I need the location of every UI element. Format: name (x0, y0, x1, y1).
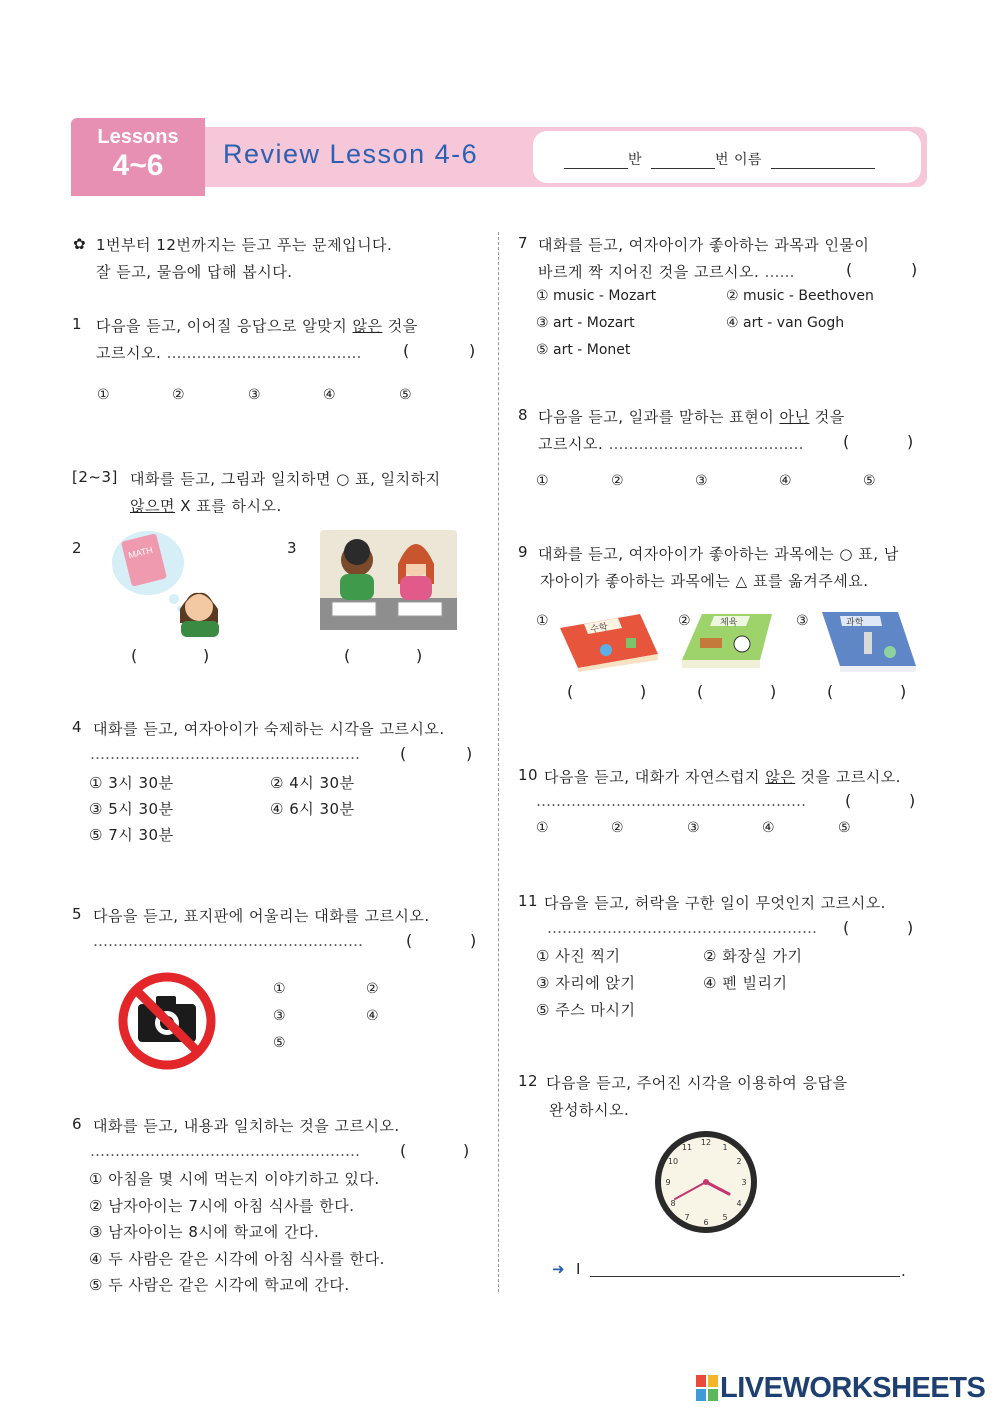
q1-line-1: 다음을 듣고, 이어질 응답으로 알맞지 않은 것을 (96, 317, 418, 335)
q1-option-5[interactable]: ⑤ (399, 387, 412, 403)
q11-number: 11 (518, 892, 539, 910)
q3-students-studying-illustration (320, 530, 457, 630)
q5-number: 5 (72, 905, 83, 923)
q7-option-3[interactable]: ③ art - Mozart (536, 315, 635, 331)
intro-line-1: 1번부터 12번까지는 듣고 푸는 문제입니다. (96, 236, 393, 254)
q5-text: 다음을 듣고, 표지판에 어울리는 대화를 고르시오. (93, 907, 430, 925)
q8-option-2[interactable]: ② (611, 473, 624, 489)
q5-option-4[interactable]: ④ (366, 1008, 379, 1024)
q8-number: 8 (518, 406, 529, 424)
q2-3-line-1: 대화를 듣고, 그림과 일치하면 ○ 표, 일치하지 (130, 470, 441, 488)
q1-answer-close: ) (469, 341, 476, 360)
q4-option-2[interactable]: ② 4시 30분 (270, 774, 355, 792)
q10-option-3[interactable]: ③ (687, 820, 700, 836)
q8-line-1: 다음을 듣고, 일과를 말하는 표현이 아닌 것을 (538, 408, 845, 426)
q1-option-2[interactable]: ② (172, 387, 185, 403)
q6-option-4[interactable]: ④ 두 사람은 같은 시각에 아침 식사를 한다. (89, 1250, 385, 1268)
no-camera-sign-icon (116, 970, 218, 1072)
class-blank[interactable] (564, 154, 628, 169)
q5-option-3[interactable]: ③ (273, 1008, 286, 1024)
q9-marker-3: ③ (796, 613, 809, 629)
q9-line-2: 자아이가 좋아하는 과목에는 △ 표를 옮겨주세요. (540, 572, 869, 590)
q9-number: 9 (518, 543, 529, 561)
lessons-label: Lessons (97, 126, 179, 148)
svg-text:5: 5 (722, 1213, 728, 1222)
q10-option-1[interactable]: ① (536, 820, 549, 836)
q8-option-1[interactable]: ① (536, 473, 549, 489)
q7-option-2[interactable]: ② music - Beethoven (726, 288, 874, 304)
q8-line-2: 고르시오. ………………………………… (538, 435, 804, 453)
science-book-icon (820, 608, 918, 676)
liveworksheets-logo (696, 1372, 985, 1405)
name-label: 이름 (733, 152, 763, 168)
q1-option-3[interactable]: ③ (248, 387, 261, 403)
q12-answer-period: . (901, 1262, 907, 1280)
q6-text: 대화를 듣고, 내용과 일치하는 것을 고르시오. (93, 1117, 400, 1135)
q10-text: 다음을 듣고, 대화가 자연스럽지 않은 것을 고르시오. (544, 768, 901, 786)
q7-option-1[interactable]: ① music - Mozart (536, 288, 657, 304)
q5-dots: ……………………………………………… (93, 932, 363, 950)
answer-arrow-icon: ➜ (552, 1260, 565, 1278)
book-label-pe: 체육 (720, 618, 738, 628)
q6-option-3[interactable]: ③ 남자아이는 8시에 학교에 간다. (89, 1223, 320, 1241)
q7-answer-close: ) (911, 260, 918, 279)
intro-line-2: 잘 듣고, 물음에 답해 봅시다. (96, 263, 293, 281)
book-label-science: 과학 (846, 618, 864, 628)
q6-answer-open: ( (400, 1141, 407, 1160)
q4-answer-open: ( (400, 744, 407, 763)
q4-option-3[interactable]: ③ 5시 30분 (89, 800, 174, 818)
q9-marker-2: ② (678, 613, 691, 629)
q5-answer-close: ) (470, 931, 477, 950)
q6-option-5[interactable]: ⑤ 두 사람은 같은 시각에 학교에 간다. (89, 1276, 350, 1294)
q9-answer-1-close: ) (640, 682, 647, 701)
q4-option-1[interactable]: ① 3시 30분 (89, 774, 174, 792)
q6-option-1[interactable]: ① 아침을 몇 시에 먹는지 이야기하고 있다. (89, 1170, 380, 1188)
number-label: 번 (714, 152, 730, 168)
q3-answer-open: ( (344, 646, 351, 665)
q8-answer-open: ( (843, 432, 850, 451)
q2-answer-open: ( (131, 646, 138, 665)
q11-answer-open: ( (843, 918, 850, 937)
q4-number: 4 (72, 718, 83, 736)
q11-option-3[interactable]: ③ 자리에 앉기 (536, 974, 636, 992)
clock-icon (651, 1127, 761, 1237)
q10-option-2[interactable]: ② (611, 820, 624, 836)
q7-number: 7 (518, 234, 529, 252)
q1-option-4[interactable]: ④ (323, 387, 336, 403)
q7-line-2: 바르게 짝 지어진 것을 고르시오. …… (538, 263, 795, 281)
q9-marker-1: ① (536, 613, 549, 629)
svg-text:7: 7 (684, 1213, 690, 1222)
svg-text:11: 11 (681, 1143, 693, 1152)
q12-answer-prefix: I (576, 1260, 581, 1278)
q9-answer-3-close: ) (900, 682, 907, 701)
q4-option-4[interactable]: ④ 6시 30분 (270, 800, 355, 818)
q3-answer-close: ) (416, 646, 423, 665)
q11-option-2[interactable]: ② 화장실 가기 (703, 947, 803, 965)
q8-option-4[interactable]: ④ (779, 473, 792, 489)
svg-text:6: 6 (703, 1218, 709, 1227)
svg-text:3: 3 (741, 1178, 747, 1187)
q12-line-2: 완성하시오. (549, 1101, 630, 1119)
svg-text:2: 2 (736, 1157, 742, 1166)
page-title: Review Lesson 4-6 (223, 139, 479, 169)
liveworksheets-logo-text: LIVEWORKSHEETS (720, 1372, 986, 1404)
q3-number: 3 (287, 539, 298, 557)
q9-answer-3-open: ( (827, 682, 834, 701)
q8-option-5[interactable]: ⑤ (863, 473, 876, 489)
q8-option-3[interactable]: ③ (695, 473, 708, 489)
q12-number: 12 (518, 1072, 539, 1090)
class-label: 반 (628, 152, 643, 168)
math-book-label: MATH (127, 544, 154, 561)
column-divider (498, 232, 499, 1292)
q10-answer-close: ) (909, 791, 916, 810)
q1-number: 1 (72, 315, 83, 333)
q10-number: 10 (518, 766, 539, 784)
q11-answer-close: ) (907, 918, 914, 937)
q5-option-1[interactable]: ① (273, 981, 286, 997)
q2-3-range: [2~3] (72, 468, 118, 486)
q6-dots: ……………………………………………… (90, 1142, 360, 1160)
q5-option-2[interactable]: ② (366, 981, 379, 997)
q10-option-4[interactable]: ④ (762, 820, 775, 836)
q6-option-2[interactable]: ② 남자아이는 7시에 아침 식사를 한다. (89, 1197, 355, 1215)
svg-text:1: 1 (722, 1143, 728, 1152)
q2-3-line-2: 않으면 X 표를 하시오. (130, 497, 282, 515)
q4-option-5[interactable]: ⑤ 7시 30분 (89, 826, 174, 844)
q11-dots: ……………………………………………… (547, 919, 817, 937)
q11-text: 다음을 듣고, 허락을 구한 일이 무엇인지 고르시오. (544, 894, 886, 912)
q10-dots: ……………………………………………… (536, 792, 806, 810)
q9-line-1: 대화를 듣고, 여자아이가 좋아하는 과목에는 ○ 표, 남 (538, 545, 899, 563)
q9-answer-2-open: ( (697, 682, 704, 701)
q4-text: 대화를 듣고, 여자아이가 숙제하는 시각을 고르시오. (93, 720, 445, 738)
q2-answer-close: ) (203, 646, 210, 665)
svg-text:10: 10 (667, 1157, 679, 1166)
svg-text:12: 12 (700, 1138, 712, 1147)
q1-answer-open: ( (403, 341, 410, 360)
q6-number: 6 (72, 1115, 83, 1133)
q1-line-2: 고르시오. ………………………………… (96, 344, 362, 362)
book-label-math: 수학 (589, 622, 609, 636)
q7-option-5[interactable]: ⑤ art - Monet (536, 342, 631, 358)
q2-number: 2 (72, 539, 83, 557)
intro-star: ✿ (73, 235, 87, 253)
math-book-icon (556, 610, 662, 672)
q12-answer-line[interactable] (590, 1276, 900, 1277)
q6-answer-close: ) (463, 1141, 470, 1160)
student-info-line (564, 149, 875, 169)
q11-option-5[interactable]: ⑤ 주스 마시기 (536, 1001, 636, 1019)
number-blank[interactable] (651, 154, 715, 169)
q7-answer-open: ( (846, 260, 853, 279)
name-blank[interactable] (771, 154, 875, 169)
q5-answer-open: ( (406, 931, 413, 950)
q10-answer-open: ( (845, 791, 852, 810)
pe-book-icon (680, 610, 780, 672)
q2-girl-thinking-illustration (108, 527, 228, 637)
q9-answer-2-close: ) (770, 682, 777, 701)
q1-option-1[interactable]: ① (97, 387, 110, 403)
q7-line-1: 대화를 듣고, 여자아이가 좋아하는 과목과 인물이 (538, 236, 870, 254)
liveworksheets-logo-icon (696, 1375, 718, 1401)
svg-text:9: 9 (665, 1178, 671, 1187)
q4-dots: ……………………………………………… (90, 745, 360, 763)
q8-answer-close: ) (907, 432, 914, 451)
q10-option-5[interactable]: ⑤ (838, 820, 851, 836)
svg-text:4: 4 (736, 1199, 742, 1208)
lessons-range: 4~6 (112, 149, 164, 182)
q11-option-1[interactable]: ① 사진 찍기 (536, 947, 621, 965)
q12-line-1: 다음을 듣고, 주어진 시각을 이용하여 응답을 (546, 1074, 848, 1092)
lessons-badge (71, 118, 205, 196)
q5-option-5[interactable]: ⑤ (273, 1035, 286, 1051)
svg-text:8: 8 (670, 1199, 676, 1208)
q9-answer-1-open: ( (567, 682, 574, 701)
q7-option-4[interactable]: ④ art - van Gogh (726, 315, 845, 331)
q4-answer-close: ) (466, 744, 473, 763)
q11-option-4[interactable]: ④ 펜 빌리기 (703, 974, 788, 992)
